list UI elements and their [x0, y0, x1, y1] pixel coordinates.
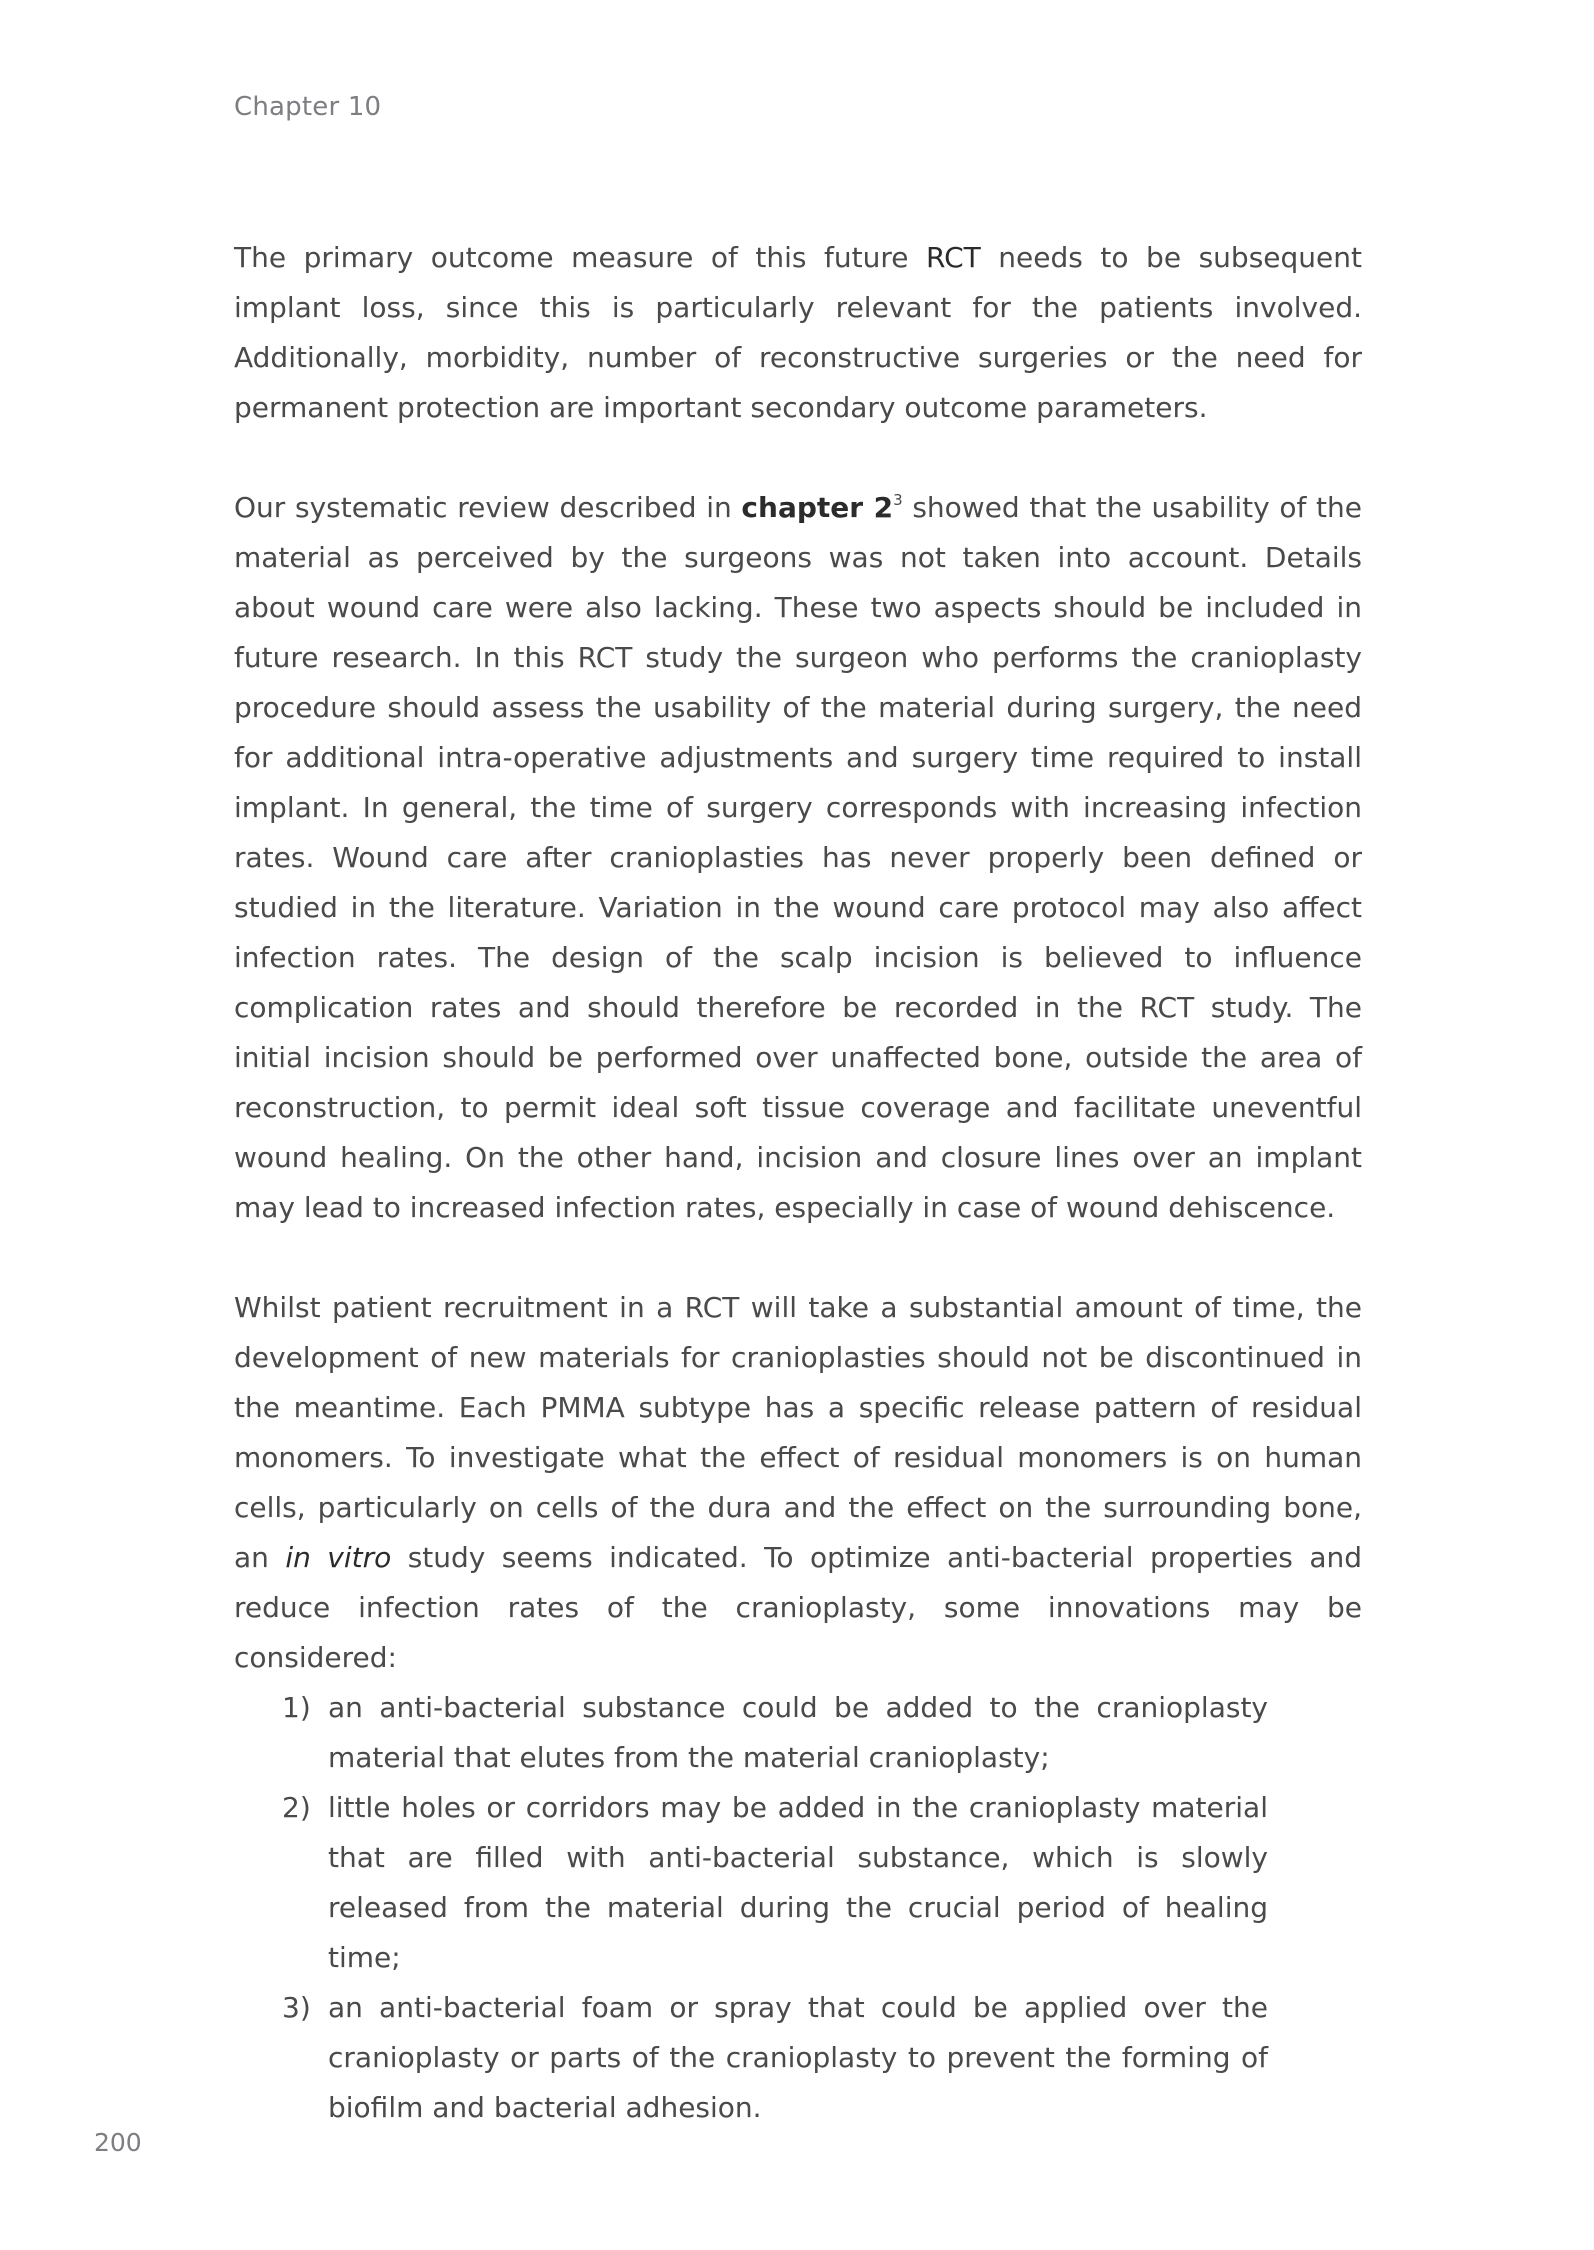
paragraph-text: study seems indicated. To optimize anti-bacterial properties and reduce infection rates of the cranioplasty, some innovations may be considered: — [234, 1541, 1362, 1674]
list-item-number: 1) — [282, 1691, 311, 1724]
paragraph-text: showed that the usability of the material as perceived by the surgeons was not taken into account. Details about wound care were also lacking. These two aspects should be included in future research. In this RCT study the surgeon who performs the cranioplasty procedure should assess the usability of the material during surgery, the need for additional intra-operative adjustments and surgery time required to install implant. In general, the time of surgery corresponds with increasing infection rates. Wound care after cranioplasties has never properly been defined or studied in the literature. Variation in the wound care protocol may also affect infection rates. The design of the scalp incision is believed to influence complication rates and should therefore be recorded in the RCT study. The initial incision should be performed over unaffected bone, outside the area of reconstruction, to permit ideal soft tissue coverage and facilitate uneventful wound healing. On the other hand, incision and closure lines over an implant may lead to increased infection rates, especially in case of wound dehiscence. — [234, 491, 1362, 1224]
list-item-text: an anti-bacterial substance could be added to the cranioplasty material that elutes from the material cranioplasty; — [328, 1691, 1268, 1774]
list-item-text: little holes or corridors may be added in the cranioplasty material that are filled with anti-bacterial substance, which is slowly released from the material during the crucial period of healing time; — [328, 1791, 1268, 1974]
paragraph-new-materials — [234, 1283, 1362, 1683]
page-number: 200 — [94, 2128, 142, 2157]
paragraph-text: needs to be subsequent implant loss, since this is particularly relevant for the patients involved. Additionally, morbidity, number of reconstructive surgeries or the need for permanent protection are important secondary outcome parameters. — [234, 241, 1362, 424]
innovations-list — [234, 1683, 1268, 2133]
list-item-text: an anti-bacterial foam or spray that could be applied over the cranioplasty or parts of the cranioplasty to prevent the forming of biofilm and bacterial adhesion. — [328, 1991, 1268, 2124]
list-item — [234, 1783, 1268, 1983]
italic-term: in vitro — [285, 1541, 392, 1574]
rct-term: RCT — [926, 241, 981, 274]
running-head: Chapter 10 — [234, 92, 382, 122]
paragraph-text: Whilst patient recruitment in a RCT will take a substantial amount of time, the development of new materials for cranioplasties should not be discontinued in the meantime. Each PMMA subtype has a specific release pattern of residual monomers. To investigate what the effect of residual monomers is on human cells, particularly on cells of the dura and the effect on the surrounding bone, an — [234, 1291, 1362, 1574]
paragraph-text: Our systematic review described in — [234, 491, 742, 524]
list-item — [234, 1683, 1268, 1783]
list-item — [234, 1983, 1268, 2133]
chapter-reference: chapter 2 — [741, 491, 894, 524]
paragraph-text: The primary outcome measure of this future — [234, 241, 927, 274]
citation-marker: 3 — [893, 491, 903, 509]
paragraph-systematic-review — [234, 483, 1362, 1233]
paragraph-outcome-measure — [234, 233, 1362, 433]
body-text — [234, 233, 1362, 2133]
list-item-number: 2) — [282, 1791, 311, 1824]
list-item-number: 3) — [282, 1991, 311, 2024]
